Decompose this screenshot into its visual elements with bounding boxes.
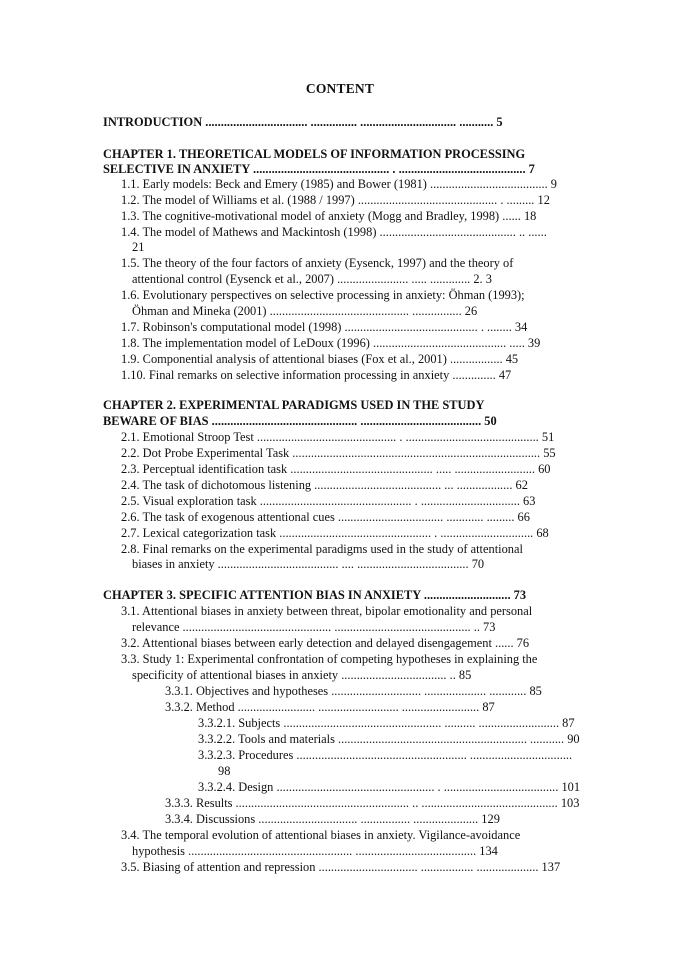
toc-entry-3-1: 3.1. Attentional biases in anxiety between threat, bipolar emotionality and personal [121,604,533,618]
toc-entry-3-4: 3.4. The temporal evolution of attentional biases in anxiety. Vigilance-avoidance [121,828,521,842]
toc-entry-3-3-cont: specificity of attentional biases in anxiety .................................. .. 85 [132,668,472,682]
page-title: CONTENT [305,81,375,96]
toc-entry-3-1-cont: relevance ................................................ ............................................ .. 73 [132,620,496,634]
toc-entry-3-2: 3.2. Attentional biases between early detection and delayed disengagement ...... 76 [121,636,530,650]
toc-entry-2-4: 2.4. The task of dichotomous listening ......................................... ... .................. 62 [121,478,528,492]
toc-entry-3-3-2-4: 3.3.2.4. Design ................................................... . ..................................... 101 [198,780,581,794]
toc-entry-3-3-2-1: 3.3.2.1. Subjects ................................................... .......... .......................... 87 [198,716,575,730]
toc-entry-2-5: 2.5. Visual exploration task ................................................. . ................................ 63 [121,494,536,508]
toc-entry-3-3-2-3-page: 98 [218,764,231,778]
toc-entry-2-1: 2.1. Emotional Stroop Test ............................................. . ........................................... 51 [121,430,555,444]
toc-entry-1-3: 1.3. The cognitive-motivational model of anxiety (Mogg and Bradley, 1998) ...... 18 [121,209,537,223]
toc-entry-2-2: 2.2. Dot Probe Experimental Task ................................................................................ 55 [121,446,556,460]
toc-entry-3-3-2-3: 3.3.2.3. Procedures ....................................................... ................................. [198,748,573,762]
toc-chapter-2-heading: CHAPTER 2. EXPERIMENTAL PARADIGMS USED IN THE STUDY [103,398,485,412]
toc-entry-1-2: 1.2. The model of Williams et al. (1988 / 1997) ............................................. . ......... 12 [121,193,550,207]
toc-introduction: INTRODUCTION ................................. ............... ............................... ........... 5 [103,115,503,129]
toc-entry-3-3-2: 3.3.2. Method ......................... .......................... ......................... 87 [165,700,495,714]
toc-entry-1-4: 1.4. The model of Mathews and Mackintosh (1998) ............................................ .. ...... [121,225,547,239]
toc-entry-3-3: 3.3. Study 1: Experimental confrontation of competing hypotheses in explaining the [121,652,538,666]
toc-entry-1-4-page: 21 [132,240,145,254]
toc-entry-3-3-3: 3.3.3. Results ........................................................ .. ............................................ 103 [165,796,580,810]
toc-entry-1-9: 1.9. Componential analysis of attentional biases (Fox et al., 2001) ................. 45 [121,352,519,366]
toc-entry-2-6: 2.6. The task of exogenous attentional cues .................................. ............ ......... 66 [121,510,530,524]
toc-entry-3-3-1: 3.3.1. Objectives and hypotheses ............................. .................... ............ 85 [165,684,542,698]
toc-entry-3-3-2-2: 3.3.2.2. Tools and materials ............................................................. ........... 90 [198,732,580,746]
toc-entry-1-6: 1.6. Evolutionary perspectives on selective processing in anxiety: Öhman (1993); [121,288,525,302]
toc-entry-3-3-4: 3.3.4. Discussions ................................ ................ ..................... 129 [165,812,500,826]
toc-entry-1-6-cont: Öhman and Mineka (2001) ............................................. ................ 26 [132,304,478,318]
toc-chapter-2-heading-cont: BEWARE OF BIAS ............................................... ....................................... 50 [103,414,497,428]
toc-entry-1-5: 1.5. The theory of the four factors of anxiety (Eysenck, 1997) and the theory of [121,256,514,270]
toc-entry-2-8: 2.8. Final remarks on the experimental paradigms used in the study of attentional [121,542,523,556]
toc-entry-1-5-cont: attentional control (Eysenck et al., 2007) ....................... ..... ............. 2. 3 [132,272,492,286]
toc-entry-1-10: 1.10. Final remarks on selective information processing in anxiety .............. 47 [121,368,512,382]
toc-entry-1-1: 1.1. Early models: Beck and Emery (1985) and Bower (1981) ...................................... 9 [121,177,558,191]
toc-entry-2-7: 2.7. Lexical categorization task ................................................. . .............................. 68 [121,526,549,540]
toc-entry-2-3: 2.3. Perceptual identification task .............................................. ..... .......................... 60 [121,462,551,476]
toc-entry-1-7: 1.7. Robinson's computational model (1998) ........................................... . ........ 34 [121,320,528,334]
toc-entry-2-8-cont: biases in anxiety ....................................... .... .................................... 70 [132,557,485,571]
toc-entry-1-8: 1.8. The implementation model of LeDoux (1996) ........................................... ..... 39 [121,336,541,350]
toc-entry-3-5: 3.5. Biasing of attention and repression ................................ ................. .................... 137 [121,860,561,874]
toc-chapter-1-heading-cont: SELECTIVE IN ANXIETY ............................................ . ......................................... 7 [103,162,535,176]
toc-entry-3-4-cont: hypothesis ..................................................... ....................................... 134 [132,844,498,858]
toc-chapter-1-heading: CHAPTER 1. THEORETICAL MODELS OF INFORMATION PROCESSING [103,147,526,161]
toc-chapter-3-heading: CHAPTER 3. SPECIFIC ATTENTION BIAS IN ANXIETY ............................ 73 [103,588,527,602]
